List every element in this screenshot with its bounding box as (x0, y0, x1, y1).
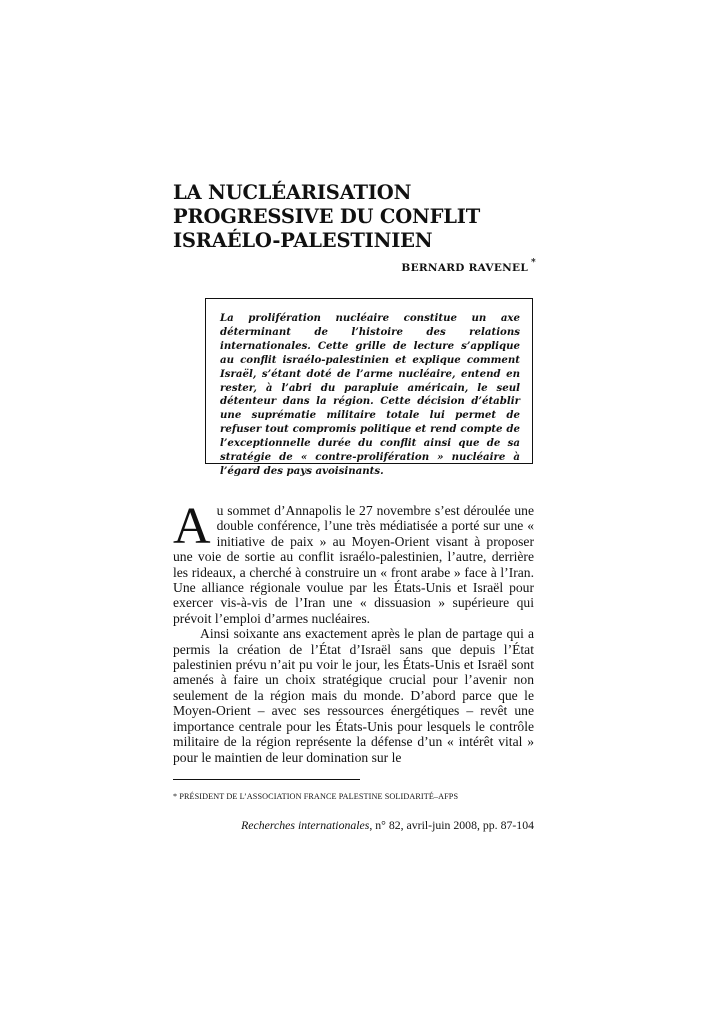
abstract-box (205, 298, 533, 477)
author-footnote-marker: * (530, 258, 536, 268)
body-paragraph-2: Ainsi soixante ans exactement après le plan de partage qui a permis la création de l’État d’Israël sans que depuis l’État palestinien prévu n’ait pu voir le jour, les États-Unis et Israël sont amenés à faire un choix stratégique crucial pour l’avenir non seulement de la région mais du monde. D’abord parce que le Moyen-Orient – avec ses ressources énergétiques – revêt une importance centrale pour les États-Unis pour lesquels le contrôle militaire de la région représente la défense d’un « intérêt vital » pour le maintien de leur domination sur le (173, 626, 534, 765)
journal-name: Recherches internationales (241, 818, 370, 832)
drop-cap: A (173, 498, 211, 555)
title-line-1: LA NUCLÉARISATION (173, 181, 412, 204)
footnote: * PRÉSIDENT DE L’ASSOCIATION FRANCE PALESTINE SOLIDARITÉ–AFPS (173, 792, 459, 801)
body-paragraph-1 (173, 498, 534, 626)
body-paragraph-1-text: u sommet d’Annapolis le 27 novembre s’est déroulée une double conférence, l’une très médiatisée a porté sur une « initiative de paix » au Moyen-Orient visant à proposer une voie de sortie au conflit israélo-palestinien, l’autre, derrière les rideaux, a cherché à construire un « front arabe » face à l’Iran. Une alliance régionale voulue par les États-Unis et Israël pour exercer vis-à-vis de l’Iran une « dissuasion » supérieure qui prévoit l’emploi d’armes nucléaires. (173, 503, 534, 626)
title-line-3: ISRAÉLO-PALESTINIEN (173, 229, 433, 252)
article-body (173, 498, 534, 765)
title-line-2: PROGRESSIVE DU CONFLIT (173, 205, 481, 228)
article-title (173, 181, 553, 253)
citation-line (173, 818, 534, 833)
footnote-divider (173, 779, 360, 780)
author-byline (330, 258, 536, 274)
abstract-text: La prolifération nucléaire constitue un axe déterminant de l’histoire des relations internationales. Cette grille de lecture s’applique au conflit israélo-palestinien et explique comment Israël, s’étant doté de l’arme nucléaire, entend en rester, à l’abri du parapluie américain, le seul détenteur dans la région. Cette décision d’établir une suprématie militaire totale lui permet de refuser tout compromis politique et rend compte de l’exceptionnelle durée du conflit ainsi que de sa stratégie de « contre-prolifération » nucléaire à l’égard des pays avoisinants. (220, 312, 520, 477)
citation-details: , n° 82, avril-juin 2008, pp. 87-104 (369, 818, 534, 832)
author-name: BERNARD RAVENEL (401, 262, 528, 274)
